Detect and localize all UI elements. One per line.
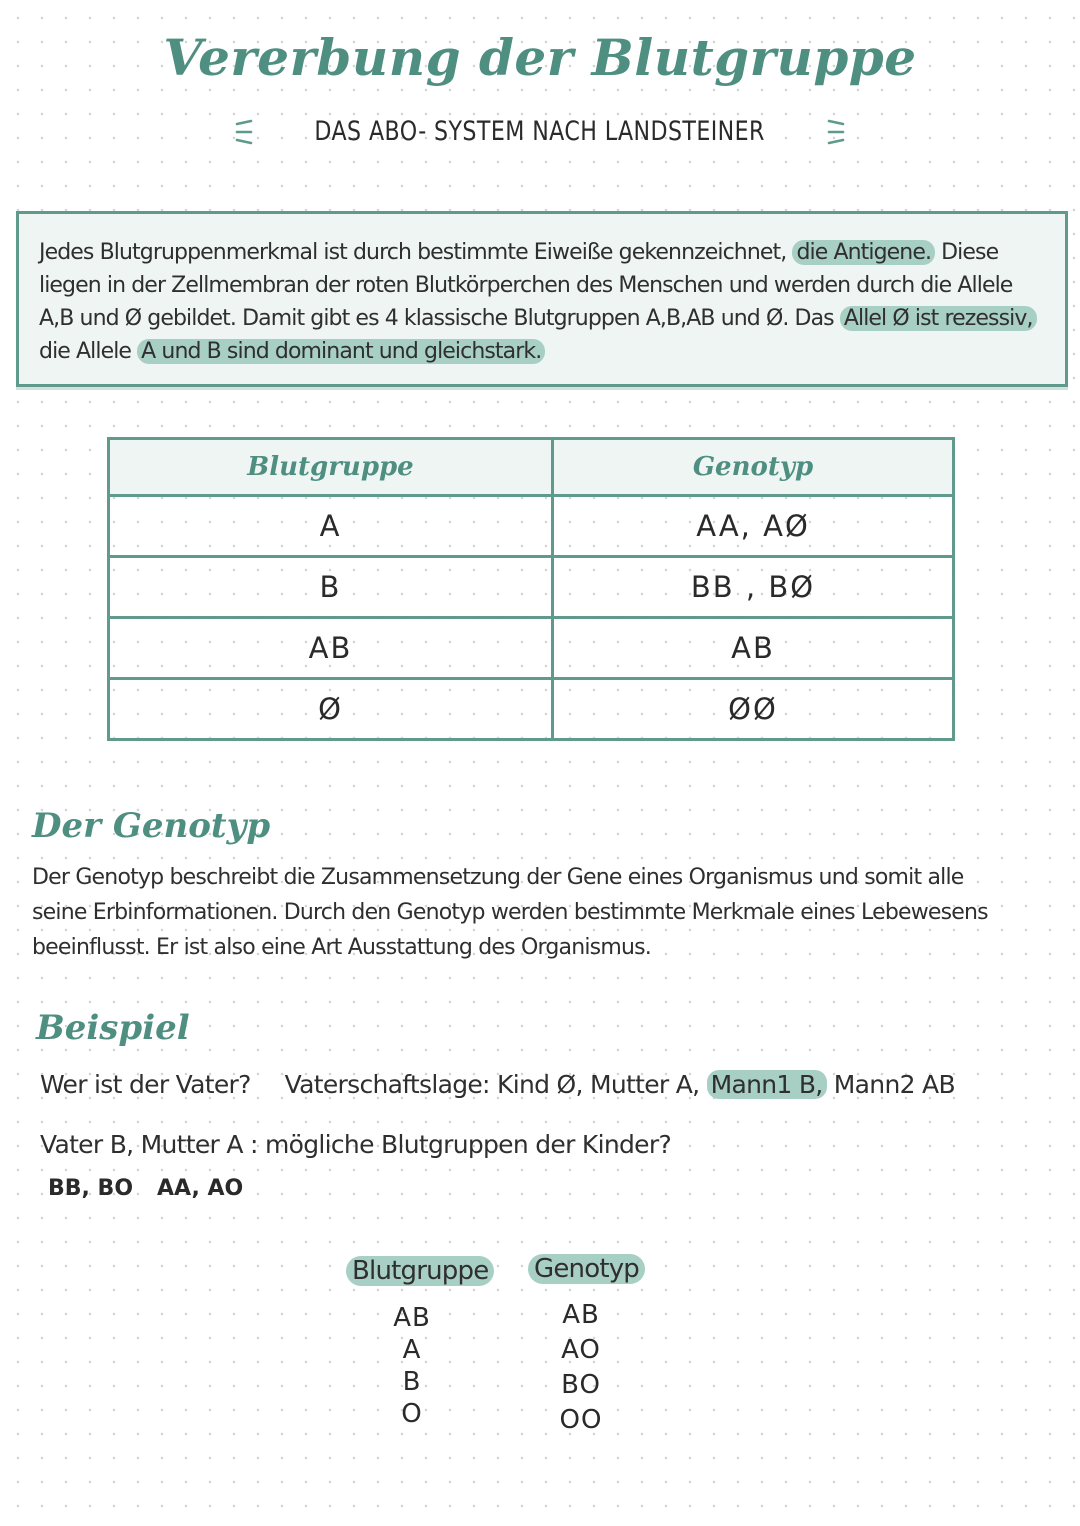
info-text-segment: die Allele [39, 339, 138, 364]
mother-genotypes: AA, AO [157, 1176, 244, 1201]
info-text-segment: Jedes Blutgruppenmerkmal ist durch bestimmte Eiweiße gekennzeichnet, [39, 240, 793, 265]
genotyp-text: Der Genotyp beschreibt die Zusammensetzung der Gene eines Organismus und somit alle seine Erbinformationen. Durch den Genotyp werden bestimmte Merkmale eines Lebewesens beeinflusst. Er ist also eine Art Ausstattung des Organismus. [32, 865, 988, 960]
beispiel-heading: Beispiel [36, 1008, 190, 1048]
example-question-2: Vater B, Mutter A : mögliche Blutgruppen der Kinder? [40, 1130, 672, 1159]
list-item: AB [562, 1300, 600, 1330]
mini-header-blutgruppe: Blutgruppe [346, 1256, 494, 1286]
question-label: Wer ist der Vater? [40, 1070, 251, 1099]
info-highlight-rezessiv: Allel Ø ist rezessiv, [840, 306, 1037, 331]
mini-column-blutgruppe [372, 1302, 452, 1430]
highlight-mann1: Mann1 B, [707, 1070, 827, 1099]
subtitle: DAS ABO- SYSTEM NACH LANDSTEINER [314, 116, 766, 147]
list-item: BO [561, 1370, 601, 1400]
table-cell-blutgruppe: AB [109, 618, 553, 679]
table-cell-blutgruppe: A [109, 496, 553, 557]
table-header-genotyp: Genotyp [553, 439, 954, 496]
info-highlight-antigene: die Antigene. [792, 240, 935, 265]
list-item: AB [393, 1303, 431, 1333]
info-text [39, 236, 1043, 368]
table-cell-genotyp: AB [553, 618, 954, 679]
subtitle-right-dashes-icon [825, 119, 847, 145]
table-cell-blutgruppe: Ø [109, 679, 553, 740]
mini-column-genotyp [538, 1298, 624, 1438]
list-item: A [402, 1335, 422, 1365]
table-row [109, 496, 954, 557]
table-cell-genotyp: BB , BØ [553, 557, 954, 618]
question-case-text: Vaterschaftslage: Kind Ø, Mutter A, [284, 1070, 707, 1099]
page-title: Vererbung der Blutgruppe [163, 28, 917, 87]
blood-group-table [107, 437, 955, 741]
question-case-text: Mann2 AB [826, 1070, 955, 1099]
list-item: OO [559, 1405, 603, 1435]
table-cell-genotyp: ØØ [553, 679, 954, 740]
subtitle-left-dashes-icon [233, 119, 255, 145]
info-highlight-dominant: A und B sind dominant und gleichstark. [137, 339, 545, 364]
subtitle-row [0, 116, 1080, 147]
list-item: AO [561, 1335, 601, 1365]
father-genotypes: BB, BO [48, 1176, 134, 1201]
table-cell-blutgruppe: B [109, 557, 553, 618]
mini-header-genotyp: Genotyp [528, 1254, 645, 1284]
genotyp-heading: Der Genotyp [32, 806, 271, 846]
table-row [109, 679, 954, 740]
table-row [109, 618, 954, 679]
example-question-1 [40, 1070, 955, 1099]
info-text-segment: Diese liegen in der Zellmembran der roten Blutkörperchen des Menschen und werden durch die Allele A,B und Ø gebildet. Damit gibt es 4 klassische Blutgruppen A,B,AB und Ø. Das [39, 240, 1013, 331]
table-row [109, 557, 954, 618]
list-item: O [401, 1399, 423, 1429]
info-box [16, 211, 1068, 387]
list-item: B [402, 1367, 422, 1397]
table-header-row [109, 439, 954, 496]
table-header-blutgruppe: Blutgruppe [109, 439, 553, 496]
parent-genotypes [48, 1176, 243, 1201]
table-cell-genotyp: AA, AØ [553, 496, 954, 557]
